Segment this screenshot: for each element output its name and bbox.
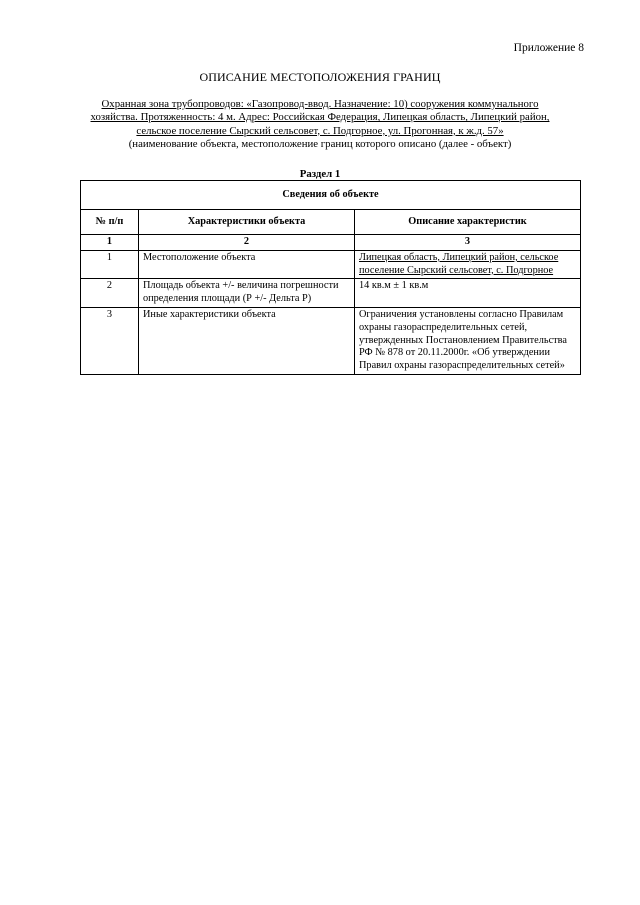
row-number: 2: [81, 279, 139, 308]
row-number: 3: [81, 307, 139, 374]
object-description: [80, 98, 560, 151]
column-header-characteristic: Характеристики объекта: [139, 210, 355, 235]
row-description: Ограничения установлены согласно Правилам охраны газораспределительных сетей, утвержденных Постановлением Правительства РФ № 878 от 20.11.2000г. «Об утверждении Правил охраны газораспределительных сетей»: [355, 307, 581, 374]
object-caption: (наименование объекта, местоположение границ которого описано (далее - объект): [128, 137, 512, 150]
table-row: [81, 307, 581, 374]
object-info-table: [80, 180, 581, 375]
column-number: 3: [355, 235, 581, 251]
object-name-line: хозяйства. Протяженность: 4 м. Адрес: Российская Федерация, Липецкая область, Липецкий район,: [90, 111, 550, 124]
object-name-line: сельское поселение Сырский сельсовет, с. Подгорное, ул. Прогонная, к ж.д. 57»: [136, 124, 504, 137]
row-number: 1: [81, 250, 139, 279]
appendix-label: Приложение 8: [513, 42, 584, 54]
row-description: 14 кв.м ± 1 кв.м: [355, 279, 581, 308]
column-header-description: Описание характеристик: [355, 210, 581, 235]
table-row: [81, 250, 581, 279]
row-description: Липецкая область, Липецкий район, сельское поселение Сырский сельсовет, с. Подгорное: [355, 250, 581, 279]
table-caption-row: [81, 181, 581, 210]
row-characteristic: Местоположение объекта: [139, 250, 355, 279]
table-row: [81, 279, 581, 308]
section-title: Раздел 1: [299, 168, 341, 180]
table-caption: Сведения об объекте: [81, 181, 581, 210]
column-number-row: [81, 235, 581, 251]
row-characteristic: Площадь объекта +/- величина погрешности определения площади (Р +/- Дельта Р): [139, 279, 355, 308]
column-number: 2: [139, 235, 355, 251]
document-title: ОПИСАНИЕ МЕСТОПОЛОЖЕНИЯ ГРАНИЦ: [199, 70, 441, 84]
column-header-number: № п/п: [81, 210, 139, 235]
object-name-line: Охранная зона трубопроводов: «Газопровод-ввод. Назначение: 10) сооружения коммунального: [101, 98, 539, 110]
column-number: 1: [81, 235, 139, 251]
table-header-row: [81, 210, 581, 235]
row-characteristic: Иные характеристики объекта: [139, 307, 355, 374]
